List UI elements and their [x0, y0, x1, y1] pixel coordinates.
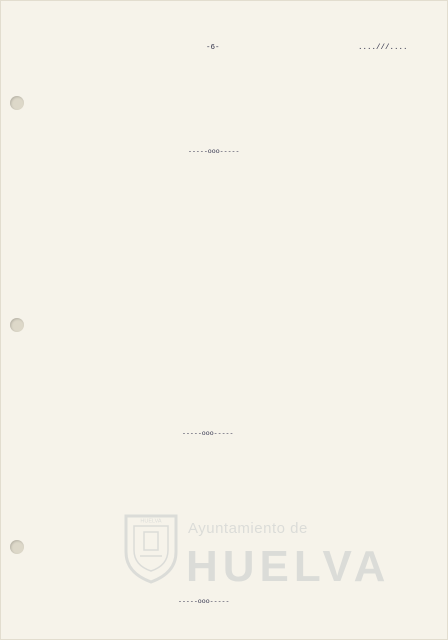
watermark-line-2: HUELVA — [186, 542, 391, 591]
page-number: -6- — [206, 44, 220, 52]
paragraph — [52, 572, 388, 588]
document-body — [0, 60, 448, 620]
watermark-line-1: Ayuntamiento de — [188, 520, 308, 537]
paragraph — [52, 506, 388, 568]
section-separator: -----ooo----- — [182, 430, 234, 437]
seal-lettering: HUELVA — [140, 518, 162, 525]
continuation-mark: ....///.... — [358, 44, 408, 52]
paragraph — [52, 286, 388, 318]
paragraph — [52, 322, 388, 384]
paragraph — [52, 160, 388, 222]
paragraph-intro — [52, 60, 388, 130]
paragraph — [52, 226, 388, 280]
page-header — [0, 44, 448, 58]
section-separator: -----ooo----- — [178, 598, 230, 605]
paragraph — [52, 442, 388, 502]
section-separator: -----ooo----- — [188, 148, 240, 155]
paragraph — [52, 388, 388, 428]
